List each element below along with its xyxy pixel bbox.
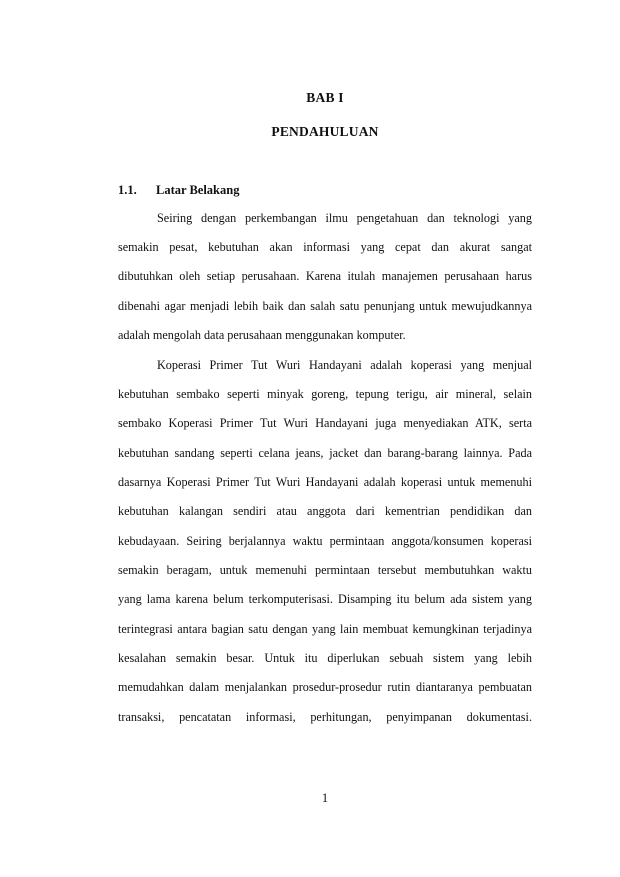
paragraph-line: sembako Koperasi Primer Tut Wuri Handayani juga menyediakan ATK, serta (118, 416, 532, 430)
paragraph-line: terintegrasi antara bagian satu dengan yang lain membuat kemungkinan terjadinya (118, 622, 532, 636)
paragraph-line: semakin pesat, kebutuhan akan informasi yang cepat dan akurat sangat (118, 240, 532, 254)
paragraph-line: dasarnya Koperasi Primer Tut Wuri Handayani adalah koperasi untuk memenuhi (118, 475, 532, 489)
paragraph-line: memudahkan dalam menjalankan prosedur-prosedur rutin diantaranya pembuatan (118, 680, 532, 694)
chapter-number: BAB I (306, 90, 344, 105)
paragraph-line: dibenahi agar menjadi lebih baik dan salah satu penunjang untuk mewujudkannya (118, 299, 532, 313)
section-title: Latar Belakang (156, 183, 240, 197)
paragraph-line: Koperasi Primer Tut Wuri Handayani adalah koperasi yang menjual (157, 358, 532, 372)
chapter-title: PENDAHULUAN (271, 124, 379, 139)
paragraph-line: kesalahan semakin besar. Untuk itu diperlukan sebuah sistem yang lebih (118, 651, 532, 665)
paragraph-line: adalah mengolah data perusahaan menggunakan komputer. (118, 328, 406, 342)
paragraph-line: transaksi, pencatatan informasi, perhitungan, penyimpanan dokumentasi. (118, 710, 532, 724)
paragraph-line: dibutuhkan oleh setiap perusahaan. Karena itulah manajemen perusahaan harus (118, 269, 532, 283)
section-heading (118, 183, 239, 198)
paragraph-line: semakin beragam, untuk memenuhi permintaan tersebut membutuhkan waktu (118, 563, 532, 577)
paragraph-line: yang lama karena belum terkomputerisasi. Disamping itu belum ada sistem yang (118, 592, 532, 606)
section-number: 1.1. (118, 183, 137, 197)
paragraph-line: kebutuhan sandang seperti celana jeans, jacket dan barang-barang lainnya. Pada (118, 446, 532, 460)
paragraph-line: Seiring dengan perkembangan ilmu pengetahuan dan teknologi yang (157, 211, 532, 225)
paragraph-line: kebutuhan sembako seperti minyak goreng, tepung terigu, air mineral, selain (118, 387, 532, 401)
paragraph-line: kebudayaan. Seiring berjalannya waktu permintaan anggota/konsumen koperasi (118, 534, 532, 548)
page-number: 1 (321, 791, 329, 805)
paragraph-line: kebutuhan kalangan sendiri atau anggota dari kementrian pendidikan dan (118, 504, 532, 518)
